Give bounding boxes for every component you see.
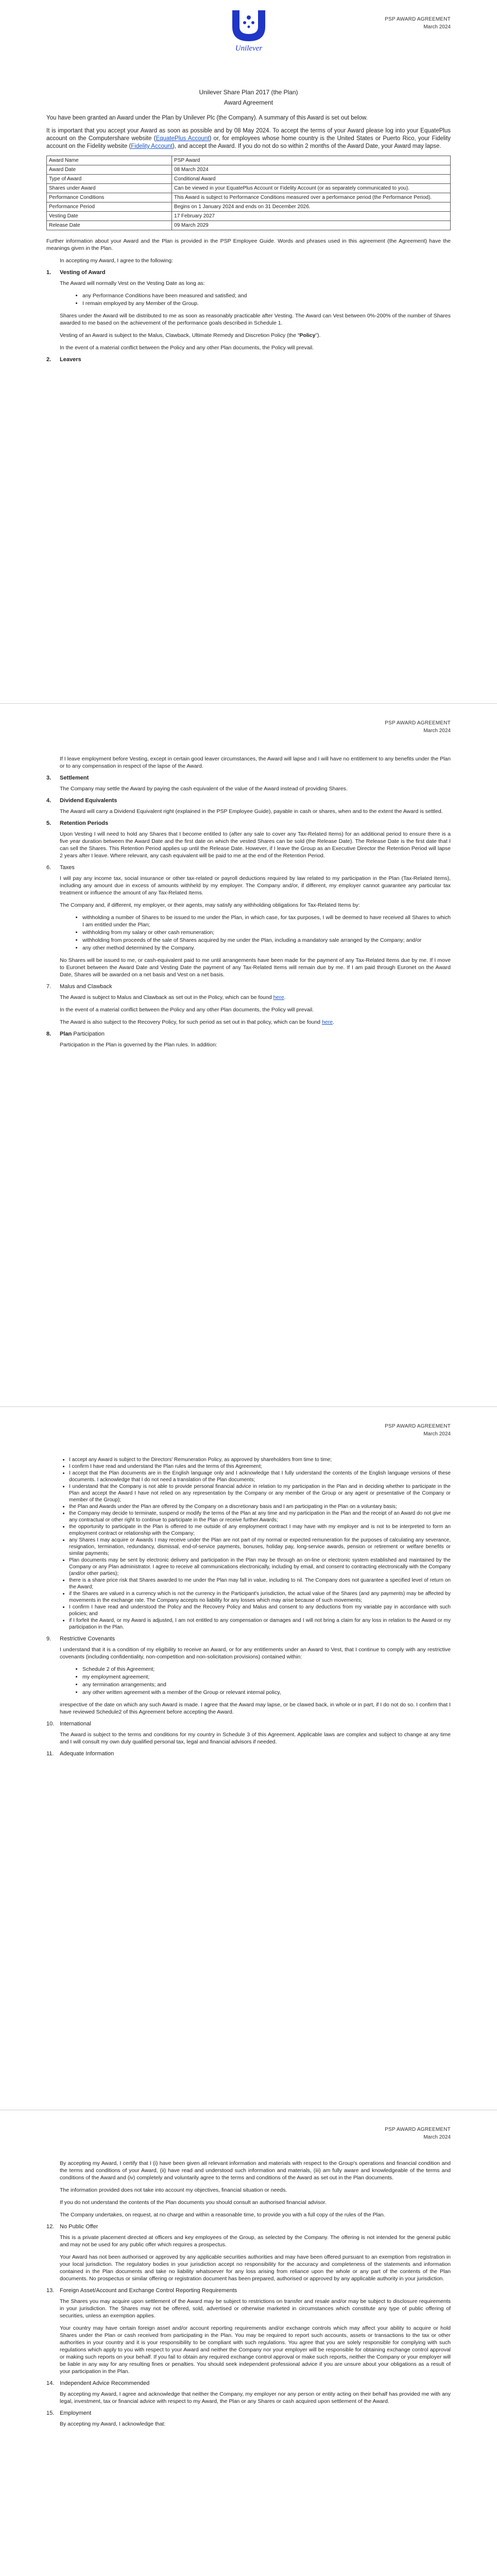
section-paragraph	[60, 994, 451, 1001]
section-title: Retention Periods	[60, 820, 109, 826]
section-8-body	[46, 1041, 451, 1048]
section-9-heading	[46, 1636, 451, 1642]
list-item: • if I forfeit the Award, or my Award is adjusted, I am not entitled to any compensation or damages and I will not bring a claim for any loss in relation to the Award or my participation in the Plan.	[69, 1617, 451, 1631]
table-key: Shares under Award	[47, 184, 172, 193]
table-value: Can be viewed in your EquatePlus Account or Fidelity Account (or as separately communicated to you).	[172, 184, 451, 193]
list-item: • the Company may decide to terminate, suspend or modify the terms of the Plan at any time and my participation in the Plan and the receipt of an Award do not give me any contractual or other right to continue to participate in the Plan or receive further Awards;	[69, 1510, 451, 1523]
section-paragraph: The Award will normally Vest on the Vesting Date as long as:	[60, 280, 205, 286]
malus-policy-link[interactable]: here	[273, 994, 284, 1001]
list-item: • withholding from proceeds of the sale of Shares acquired by me under the Plan, including a mandatory sale arranged by the Company; and/or	[82, 937, 451, 944]
document-title: Unilever Share Plan 2017 (the Plan)	[199, 89, 298, 96]
list-item: • I remain employed by any Member of the Group.	[82, 300, 451, 307]
page-1-content	[46, 89, 451, 367]
fidelity-account-link[interactable]: Fidelity Account	[131, 143, 173, 149]
section-title: Employment	[60, 2410, 92, 2416]
table-value: Begins on 1 January 2024 and ends on 31 December 2026.	[172, 202, 451, 212]
section-1-heading	[46, 269, 451, 276]
table-row	[47, 175, 451, 184]
section-2-body	[46, 755, 451, 770]
section-4-body	[46, 808, 451, 815]
section-paragraph: The information provided does not take into account my objectives, financial situation or needs.	[60, 2187, 287, 2193]
section-6-heading	[46, 865, 451, 871]
section-paragraph: The Award is subject to the terms and conditions for my country in Schedule 3 of this Agreement. Applicable laws are complex and subject to change at any time and I will consult my own duly qualified personal tax, legal and financial advisors if needed.	[60, 1732, 451, 1745]
section-number: 12.	[46, 2224, 55, 2230]
section-15-heading	[46, 2410, 451, 2416]
section-paragraph: Upon Vesting I will need to hold any Shares that I become entitled to (after any sale to cover any Tax-Related Items) for an additional period to ensure there is a five year duration between the Award Date and the first date on which the vested Shares can be sold (the Release Date). The Release Date is the first date that I can sell the Shares. This Retention Period applies up until the Release Date. However, if I leave the Group as an Executive Director the Retention Period will lapse 2 years after I leave. Where relevant, any cash equivalent will be paid to me at the end of the Retention Period.	[60, 831, 451, 859]
section-title: Vesting of Award	[60, 269, 106, 276]
list-item: • any other written agreement with a member of the Group or relevant internal policy,	[82, 1689, 451, 1696]
section-number: 10.	[46, 1721, 55, 1727]
recovery-text: The Award is also subject to the Recovery Policy, for such period as set out in that policy, which can be found	[60, 1019, 322, 1025]
section-number: 5.	[46, 820, 52, 826]
table-value: 09 March 2029	[172, 221, 451, 230]
section-2-heading	[46, 357, 451, 363]
section-paragraph: The Award will carry a Dividend Equivalent right (explained in the PSP Employee Guide), payable in cash or shares, when and to the extent the Award is settled.	[60, 808, 443, 815]
section-title: Foreign Asset/Account and Exchange Control Reporting Requirements	[60, 2287, 237, 2294]
table-row	[47, 221, 451, 230]
section-number: 14.	[46, 2380, 55, 2386]
page-3	[0, 1406, 497, 2110]
table-value: PSP Award	[172, 156, 451, 165]
section-number: 2.	[46, 357, 52, 363]
section-paragraph: The Shares you may acquire upon settlement of the Award may be subject to restrictions on transfer and resale and/or may be subject to disclosure requirements in your jurisdiction. The Shares may not be offered, sold, advertised or otherwise marketed in circumstances which constitute any type of public offering of securities, unless an exemption applies.	[60, 2298, 451, 2319]
section-1-body	[46, 280, 451, 351]
section-paragraph: If you do not understand the contents of the Plan documents you should consult an authorised financial advisor.	[60, 2199, 327, 2206]
header-title: PSP AWARD AGREEMENT	[385, 1423, 451, 1429]
section-number: 7.	[46, 984, 52, 990]
document-subtitle: Award Agreement	[224, 99, 273, 106]
header-date: March 2024	[423, 24, 451, 30]
accept-text-c: ), and accept the Award. If you do not do so within 2 months of the Award Date, your Award may lapse.	[172, 143, 441, 149]
table-row	[47, 202, 451, 212]
table-key: Release Date	[47, 221, 172, 230]
logo-wordmark: Unilever	[235, 44, 262, 53]
list-item: • Schedule 2 of this Agreement;	[82, 1666, 451, 1673]
list-item: • Plan documents may be sent by electronic delivery and participation in the Plan may be through an on-line or electronic system established and maintained by the Company or any Plan administrator. I agree to receive all communications electronically, including by email, and consent to contracting electronically with the Company (and/or other parties);	[69, 1557, 451, 1577]
section-6-body	[46, 875, 451, 978]
page-2-content	[46, 755, 451, 1054]
intro-paragraph: You have been granted an Award under the Plan by Unilever Plc (the Company). A summary of this Award is set out below.	[46, 115, 368, 121]
section-number: 11.	[46, 1751, 54, 1757]
section-13-body	[46, 2298, 451, 2375]
covenant-sources-list	[60, 1666, 451, 1696]
policy-defined-term: Policy	[299, 332, 316, 338]
section-3-heading	[46, 775, 451, 781]
section-paragraph: By accepting my Award, I acknowledge that:	[60, 2421, 166, 2427]
section-title: Leavers	[60, 357, 81, 363]
page-4	[0, 2110, 497, 2576]
section-paragraph	[60, 332, 451, 339]
table-value: 17 February 2027	[172, 212, 451, 221]
list-item: • there is a share price risk that Shares awarded to me under the Plan may fall in value, including to nil. The Company does not guarantee a specified level of return on the Award;	[69, 1577, 451, 1590]
section-3-body	[46, 785, 451, 792]
section-number: 3.	[46, 775, 52, 781]
page-header	[385, 719, 451, 735]
section-number: 9.	[46, 1636, 52, 1642]
recovery-text-end: .	[332, 1019, 334, 1025]
section-paragraph: By accepting my Award, I certify that I (i) have been given all relevant information and materials with respect to the Group's operations and financial condition and the terms and conditions of your Award, (ii) have read and understood such information and materials, (iii) am fully aware and knowledgeable of the terms and conditions of the Award and (iv) completely and voluntarily agree to the terms and conditions of the Award as set out in the Plan documents.	[60, 2160, 451, 2181]
page-header	[385, 1422, 451, 1438]
accepting-intro: In accepting my Award, I agree to the following:	[60, 258, 173, 264]
section-7-body	[46, 994, 451, 1026]
list-item: • if the Shares are valued in a currency which is not the currency in the Participant's jurisdiction, the actual value of the Shares (and any payments) may be affected by movements in the exchange rate. The Company accepts no liability for any losses which may arise because of such movements;	[69, 1590, 451, 1604]
malus-text: The Award is subject to Malus and Clawback as set out in the Policy, which can be found	[60, 994, 273, 1001]
section-15-body	[46, 2420, 451, 2428]
vesting-conditions-list	[60, 292, 451, 307]
accept-text-a: It is important that you accept your Award as soon as possible and by 08 May 2024. To accept the terms of your Award please log into your EquatePlus account on the Computershare website (	[46, 128, 451, 142]
malus-text-end: .	[284, 994, 286, 1001]
section-12-heading	[46, 2224, 451, 2230]
section-number: 6.	[46, 865, 52, 871]
section-8-heading	[46, 1031, 451, 1037]
section-paragraph: Your Award has not been authorised or approved by any applicable securities authorities and may have been offered pursuant to an exemption from registration in your local jurisdiction. The regulatory bodies in your jurisdiction accept no responsibility for the accuracy and completeness of the statements and information contained in the Plan documents and take no liability whatsoever for any loss arising from reliance upon the whole or any part of the contents of the Plan documents. No prospectus or similar offering or registration document has been prepared, authorised or approved by any applicable authority in your jurisdiction.	[60, 2254, 451, 2282]
section-title: No Public Offer	[60, 2224, 98, 2230]
section-5-heading	[46, 820, 451, 826]
section-14-heading	[46, 2380, 451, 2386]
policy-text-a: Vesting of an Award is subject to the Malus, Clawback, Ultimate Remedy and Discretion Policy (the “	[60, 332, 300, 338]
list-item: • any termination arrangements; and	[82, 1681, 451, 1688]
section-paragraph: The Company undertakes, on request, at no charge and within a reasonable time, to provide you with a full copy of the rules of the Plan.	[60, 2212, 385, 2218]
section-paragraph: I understand that it is a condition of my eligibility to receive an Award, or for any entitlements under an Award to Vest, that I continue to comply with any restrictive covenants (including confidentiality, non-competition and non-solicitation provisions) contained within:	[60, 1647, 451, 1660]
section-10-body	[46, 1731, 451, 1745]
page-4-content	[46, 2160, 451, 2433]
list-item: • withholding a number of Shares to be issued to me under the Plan, in which case, for tax purposes, I will be deemed to have received all Shares to which I am entitled under the Plan;	[82, 914, 451, 928]
list-item: • any other method determined by the Company.	[82, 944, 451, 952]
table-row	[47, 165, 451, 175]
award-summary-table	[46, 156, 451, 230]
list-item: • I accept that the Plan documents are in the English language only and I acknowledge that I fully understand the contents of the English language versions of these documents. I acknowledge that I do not need a translation of the Plan documents;	[69, 1470, 451, 1483]
section-7-heading	[46, 984, 451, 990]
table-row	[47, 184, 451, 193]
list-item: • any Performance Conditions have been measured and satisfied; and	[82, 292, 451, 299]
section-title: Settlement	[60, 775, 89, 781]
table-row	[47, 193, 451, 202]
table-key: Performance Conditions	[47, 193, 172, 202]
section-paragraph: I will pay any income tax, social insurance or other tax-related or payroll deductions required by law related to my participation in the Plan (Tax-Related Items), including any amount due in excess of amounts withheld by my employer. The Company and/or, if different, my employer cannot guarantee any particular tax treatment or influence the amount of any Tax-Related Items.	[60, 875, 451, 896]
section-paragraph: Your country may have certain foreign asset and/or account reporting requirements and/or exchange controls which may affect your ability to acquire or hold Shares under the Plan or cash received from participating in the Plan. You may be required to report such accounts, assets or transactions to the tax or other authorities in your country and it is your responsibility to be compliant with such regulations. You agree that you are solely responsible for complying with such regulations which apply to you with respect to your Award and neither the Company nor your employer will be responsible for obtaining exchange control approval or making such reports on your behalf. If you fail to obtain any required exchange control approval or make such reports, neither the Company or your employer will be liable in any way for any resulting fines or penalties. You should seek independent professional advice if you are unsure about your obligations as a result of your participation in the Plan.	[60, 2325, 451, 2375]
further-information: Further information about your Award and the Plan is provided in the PSP Employee Guide. Words and phrases used in this agreement (the Agreement) have the meanings given in the Plan.	[46, 238, 451, 251]
section-11-body	[46, 2160, 451, 2218]
page-2	[0, 703, 497, 1406]
section-paragraph	[60, 1019, 451, 1026]
header-date: March 2024	[423, 1431, 451, 1437]
list-item: • I confirm I have read and understand the Plan rules and the terms of this Agreement;	[69, 1463, 451, 1470]
section-number: 4.	[46, 798, 52, 804]
section-5-body	[46, 831, 451, 859]
section-title: International	[60, 1721, 91, 1727]
section-paragraph: In the event of a material conflict between the Policy and any other Plan documents, the Policy will prevail.	[60, 1007, 314, 1013]
table-key: Award Name	[47, 156, 172, 165]
section-title: Dividend Equivalents	[60, 798, 117, 804]
section-title: Adequate Information	[60, 1751, 114, 1757]
table-row	[47, 156, 451, 165]
table-key: Award Date	[47, 165, 172, 175]
page-3-content	[46, 1456, 451, 1761]
table-key: Vesting Date	[47, 212, 172, 221]
list-item: • I confirm I have read and understood the Policy and the Recovery Policy and Malus and consent to any deductions from my variable pay in accordance with such policies; and	[69, 1604, 451, 1617]
section-title: Independent Advice Recommended	[60, 2380, 150, 2386]
section-title: Plan	[60, 1031, 72, 1037]
list-item: • the opportunity to participate in the Plan is offered to me outside of any employment contract I may have with my employer and is not to be interpreted to form an employment contract or relationship with the Company;	[69, 1523, 451, 1537]
unilever-u-icon	[228, 7, 269, 54]
section-paragraph: The Company and, if different, my employer, or their agents, may satisfy any withholding obligations for Tax-Related Items by:	[60, 902, 360, 908]
table-value: 08 March 2024	[172, 165, 451, 175]
section-number: 15.	[46, 2410, 55, 2416]
table-key: Performance Period	[47, 202, 172, 212]
section-11-heading	[46, 1751, 451, 1757]
list-item: • the Plan and Awards under the Plan are offered by the Company on a discretionary basis and I am participating in the Plan on a voluntary basis;	[69, 1503, 451, 1510]
page-header	[385, 2126, 451, 2141]
list-item: • I accept any Award is subject to the Directors' Remuneration Policy, as approved by shareholders from time to time;	[69, 1456, 451, 1463]
table-value: This Award is subject to Performance Conditions measured over a performance period (the Performance Period).	[172, 193, 451, 202]
recovery-policy-link[interactable]: here	[321, 1019, 333, 1025]
participation-terms-list	[46, 1456, 451, 1631]
header-date: March 2024	[423, 2134, 451, 2140]
section-paragraph: This is a private placement directed at officers and key employees of the Group, as selected by the Company. The offering is not intended for the general public and may not be used for any public offer which requires a prospectus.	[60, 2234, 451, 2248]
section-paragraph: irrespective of the date on which any such Award is made. I agree that the Award may lapse, or be clawed back, in whole or in part, if I do not do so. I confirm that I have reviewed Schedule2 of this Agreement before accepting the Award.	[60, 1702, 451, 1715]
accept-text-b: ) or, for employees whose home country is the United States or Puerto Rico, your Fidelity account on the Fidelity website (	[46, 135, 451, 149]
section-paragraph: The Company may settle the Award by paying the cash equivalent of the value of the Award instead of providing Shares.	[60, 786, 348, 792]
section-number: 1.	[46, 269, 52, 276]
section-number: 8.	[46, 1031, 52, 1037]
section-title: Malus and Clawback	[60, 984, 112, 990]
accept-paragraph	[46, 127, 451, 150]
section-title: Taxes	[60, 865, 75, 871]
section-number: 13.	[46, 2287, 55, 2294]
header-title: PSP AWARD AGREEMENT	[385, 16, 451, 22]
section-10-heading	[46, 1721, 451, 1727]
policy-text-c: ”).	[315, 332, 321, 338]
section-paragraph: Shares under the Award will be distributed to me as soon as reasonably practicable after Vesting. The Award can Vest between 0%-200% of the number of Shares awarded to me based on the achievement of the performance goals described in Schedule 1.	[60, 313, 451, 326]
section-paragraph: By accepting my Award, I agree and acknowledge that neither the Company, my employer nor any person or entity acting on their behalf has provided me with any legal, investment, tax or financial advice with respect to my Award, the Plan or any Shares or cash acquired upon settlement of the Award.	[60, 2391, 451, 2404]
header-date: March 2024	[423, 728, 451, 734]
section-9-body	[46, 1646, 451, 1716]
section-title-rest: Participation	[72, 1031, 105, 1037]
section-13-heading	[46, 2287, 451, 2294]
header-title: PSP AWARD AGREEMENT	[385, 720, 451, 726]
table-row	[47, 212, 451, 221]
section-paragraph: No Shares will be issued to me, or cash-equivalent paid to me until arrangements have been made for the payment of any Tax-Related Items due by me. If I move to Euronet between the Award Date and Vesting Date the payment of any Tax-Related Items will remain due by me. If I am paid through Euronet on the Award Date, Shares will be awarded on a net basis and Vest on a net basis.	[60, 957, 451, 978]
list-item: • withholding from my salary or other cash remuneration;	[82, 929, 451, 936]
section-title: Restrictive Covenants	[60, 1636, 115, 1642]
unilever-logo	[228, 7, 269, 54]
table-value: Conditional Award	[172, 175, 451, 184]
list-item: • my employment agreement;	[82, 1673, 451, 1681]
page-1	[0, 0, 497, 703]
section-paragraph: In the event of a material conflict between the Policy and any other Plan documents, the Policy will prevail.	[60, 345, 314, 351]
section-14-body	[46, 2391, 451, 2405]
table-key: Type of Award	[47, 175, 172, 184]
section-paragraph: If I leave employment before Vesting, except in certain good leaver circumstances, the Award will lapse and I will have no entitlement to any benefits under the Plan or to any compensation in respect of the lapse of the Award.	[60, 756, 451, 769]
list-item: • I understand that the Company is not able to provide personal financial advice in relation to my participation in the Plan and in deciding whether to participate in the Plan and accept the Award I have not relied on any representation by the Company or any member of the Group or any agent or presentative of the Company or member of the Group);	[69, 1483, 451, 1503]
withholding-methods-list	[60, 914, 451, 952]
section-paragraph: Participation in the Plan is governed by the Plan rules. In addition:	[60, 1042, 217, 1048]
section-4-heading	[46, 798, 451, 804]
header-title: PSP AWARD AGREEMENT	[385, 2127, 451, 2132]
page-header	[385, 15, 451, 31]
list-item: • any Shares I may acquire or Awards I may receive under the Plan are not part of my normal or expected remuneration for the purposes of calculating any severance, resignation, termination, redundancy, dismissal, end-of-service payments, bonuses, holiday pay, long-service awards, pension or retirement or welfare benefits or similar payments;	[69, 1537, 451, 1557]
section-12-body	[46, 2234, 451, 2282]
equateplus-account-link[interactable]: EquatePlus Account	[156, 135, 210, 142]
